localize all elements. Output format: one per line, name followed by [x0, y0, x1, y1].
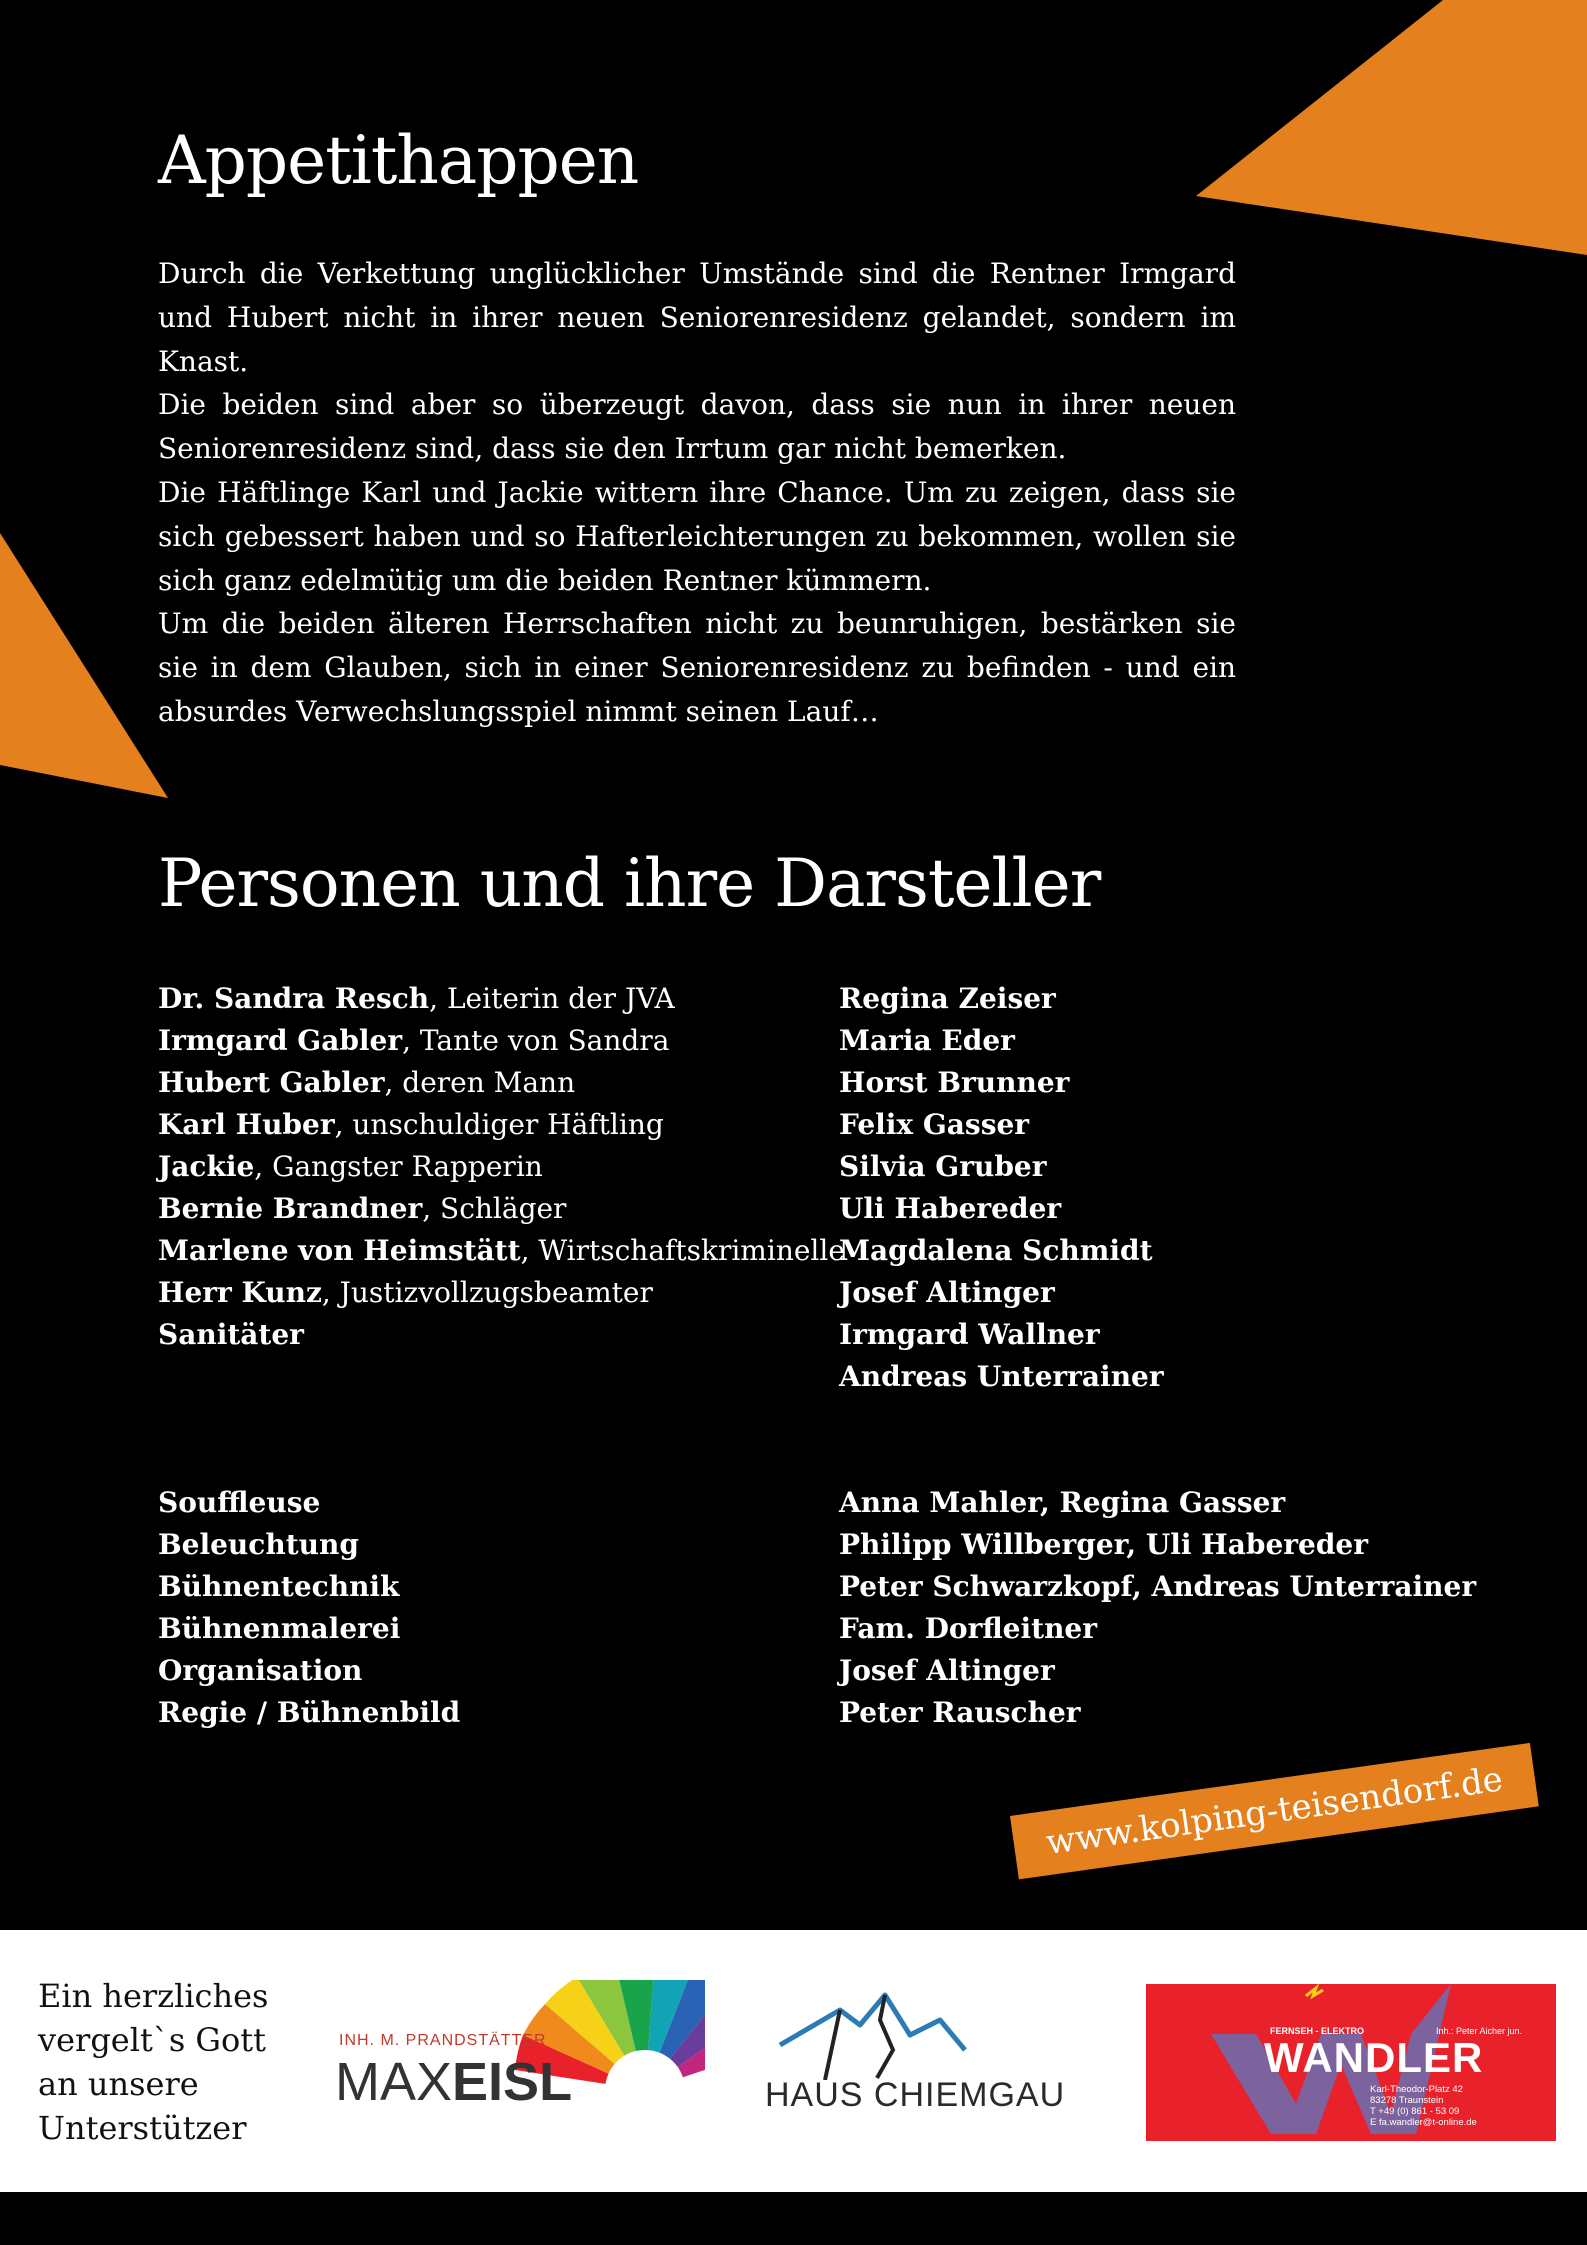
crew-function: Organisation: [158, 1654, 363, 1687]
crew-person: Peter Schwarzkopf, Andreas Unterrainer: [839, 1570, 1477, 1603]
actor-item: Silvia Gruber: [839, 1150, 1047, 1183]
crew-people-column: [839, 1482, 1476, 1734]
role-item: Herr Kunz, Justizvollzugsbeamter: [158, 1276, 653, 1309]
role-item: Jackie, Gangster Rapperin: [158, 1150, 543, 1183]
actor-item: Uli Habereder: [839, 1192, 1062, 1225]
sponsor-bar: [0, 1930, 1587, 2192]
crew-person: Philipp Willberger, Uli Habereder: [839, 1528, 1368, 1561]
role-item: Karl Huber, unschuldiger Häftling: [158, 1108, 664, 1141]
orange-triangle-left: [0, 533, 168, 798]
crew-function: Bühnentechnik: [158, 1570, 400, 1603]
intro-paragraph: Die Häftlinge Karl und Jackie wittern ihre Chance. Um zu zeigen, dass sie sich gebessert haben und so Hafterleichterungen zu bekommen, wollen sie sich ganz edelmütig um die beiden Rentner kümmern.: [158, 475, 1236, 597]
intro-paragraph: Durch die Verkettung unglücklicher Umstände sind die Rentner Irmgard und Hubert nicht in ihrer neuen Seniorenresidenz gelandet, sondern im Knast.: [158, 257, 1236, 378]
actors-column: [839, 978, 1164, 1398]
intro-text: [158, 252, 1236, 734]
wandler-logo: FERNSEH - ELEKTRO Inh.: Peter Aicher jun. WANDLER Karl-Theodor-Platz 42 83278 Traunstein T +49 (0) 861 - 53 09 E fa.wandler@t-online.de: [1146, 1984, 1556, 2141]
crew-functions-column: [158, 1482, 460, 1734]
intro-paragraph: Um die beiden älteren Herrschaften nicht zu beunruhigen, bestärken sie sie in dem Glauben, sich in einer Seniorenresidenz zu befinden - und ein absurdes Verwechslungsspiel nimmt seinen Lauf…: [158, 607, 1236, 728]
crew-person: Anna Mahler, Regina Gasser: [839, 1486, 1286, 1519]
role-item: Dr. Sandra Resch, Leiterin der JVA: [158, 982, 675, 1015]
actor-item: Felix Gasser: [839, 1108, 1030, 1141]
actor-item: Maria Eder: [839, 1024, 1015, 1057]
mountain-icon: [765, 1990, 1095, 2080]
crew-person: Josef Altinger: [839, 1654, 1055, 1687]
wandler-address: Karl-Theodor-Platz 42 83278 Traunstein T +49 (0) 861 - 53 09 E fa.wandler@t-online.de: [1370, 2084, 1477, 2128]
crew-function: Bühnenmalerei: [158, 1612, 401, 1645]
actor-item: Andreas Unterrainer: [839, 1360, 1164, 1393]
role-item: Bernie Brandner, Schläger: [158, 1192, 567, 1225]
cast-title: Personen und ihre Darsteller: [158, 845, 1101, 922]
actor-item: Horst Brunner: [839, 1066, 1070, 1099]
intro-paragraph: Die beiden sind aber so überzeugt davon, dass sie nun in ihrer neuen Seniorenresidenz sind, dass sie den Irrtum gar nicht bemerken.: [158, 388, 1236, 466]
actor-item: Magdalena Schmidt: [839, 1234, 1153, 1267]
crew-person: Peter Rauscher: [839, 1696, 1081, 1729]
maxeisl-logo: INH. M. PRANDSTÄTTER MAXEISL: [335, 1980, 705, 2120]
roles-column: [158, 978, 845, 1356]
actor-item: Regina Zeiser: [839, 982, 1056, 1015]
actor-item: Irmgard Wallner: [839, 1318, 1100, 1351]
orange-triangle-top-right: [1196, 0, 1587, 255]
crew-person: Fam. Dorfleitner: [839, 1612, 1097, 1645]
role-item: Irmgard Gabler, Tante von Sandra: [158, 1024, 670, 1057]
website-link[interactable]: www.kolping-teisendorf.de: [1043, 1759, 1506, 1864]
role-item: Hubert Gabler, deren Mann: [158, 1066, 576, 1099]
crew-function: Beleuchtung: [158, 1528, 359, 1561]
actor-item: Josef Altinger: [839, 1276, 1055, 1309]
crew-function: Regie / Bühnenbild: [158, 1696, 461, 1729]
thanks-text: Ein herzliches vergelt`s Gott an unsere Unterstützer: [38, 1977, 269, 2147]
role-item: Sanitäter: [158, 1318, 304, 1351]
role-item: Marlene von Heimstätt, Wirtschaftskriminelle: [158, 1234, 845, 1267]
haus-chiemgau-logo: HAUS CHIEMGAU: [765, 1990, 1095, 2120]
intro-title: Appetithappen: [158, 122, 639, 199]
crew-function: Souffleuse: [158, 1486, 321, 1519]
